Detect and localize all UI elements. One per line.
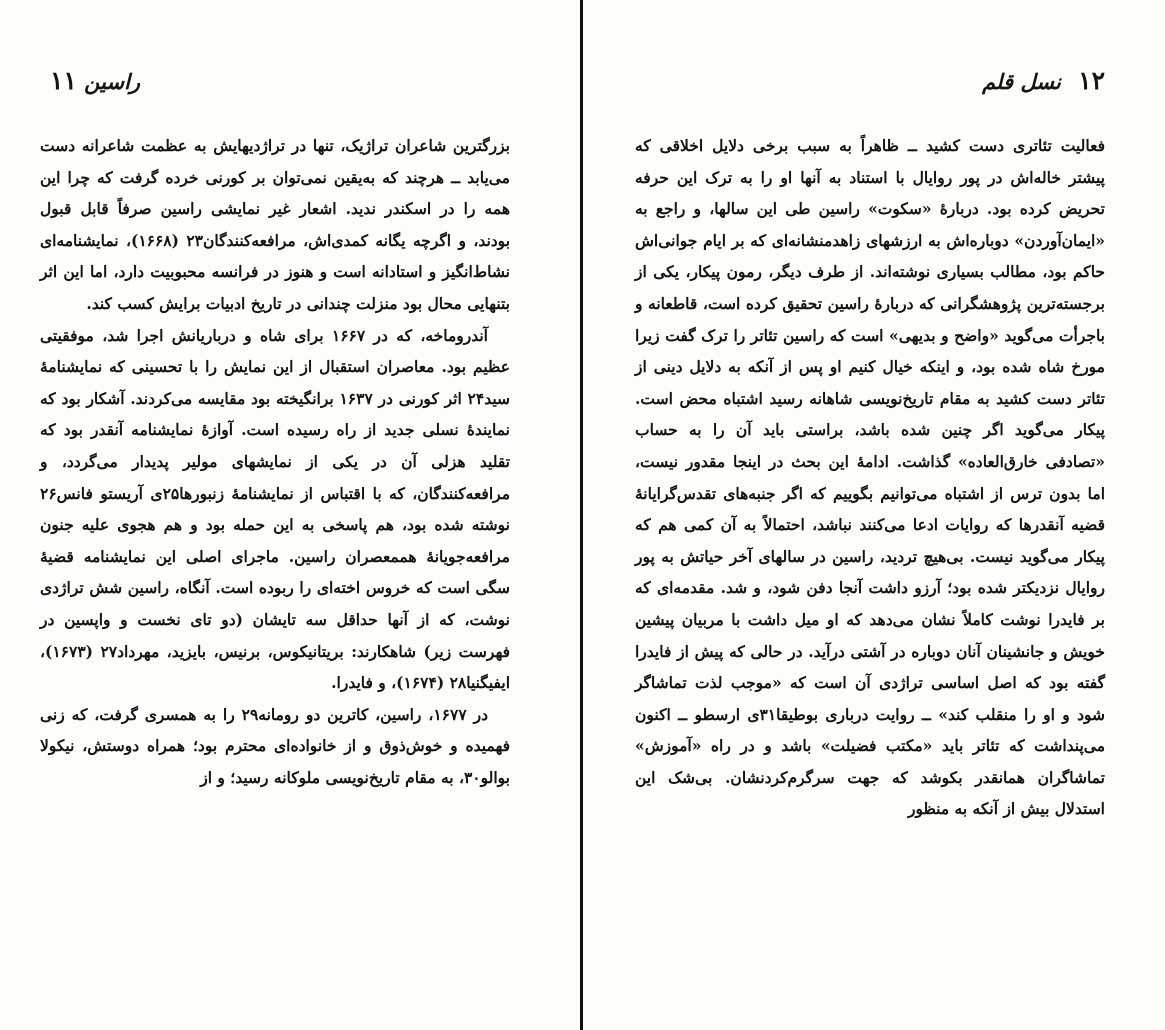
right-page-body: [635, 130, 1105, 970]
paragraph: آندروماخه، که در ۱۶۶۷ برای شاه و درباریانش اجرا شد، موفقیتی عظیم بود. معاصران استقبال از این نمایش را با تحسینی که نمایشنامهٔ سید۲۴ اثر کورنی در ۱۶۳۷ برانگیخته بود مقایسه می‌کردند. آشکار بود که نمایندهٔ نسلی جدید از راه رسیده است. آوازهٔ نمایشنامه آنقدر بود که تقلید هزلی آن در یکی از نمایشهای مولیر پدیدار می‌گردد، و مرافعه‌کنندگان، که با اقتباس از نمایشنامهٔ زنبورها۲۵ی آریستو فانس۲۶ نوشته شده بود، هم پاسخی به این حمله بود و هم هجوی علیه جنون مرافعه‌جویانهٔ هممعصران راسین. ماجرای اصلی این نمایشنامه قضیهٔ سگی است که خروس اخته‌ای را ربوده است. آنگاه، راسین شش تراژدی نوشت، که از آنها حداقل سه تایشان (دو تای نخست و واپسین در فهرست زیر) شاهکارند: بریتانیکوس، برنیس، بایزید، مهرداد۲۷ (۱۶۷۳)، ایفیگنیا۲۸ (۱۶۷۴)، و فایدرا.: [40, 325, 511, 693]
paragraph: بزرگترین شاعران تراژیک، تنها در تراژدیهایش به عظمت شاعرانه دست می‌یابد ــ هرچند که به‌یقین نمی‌توان بر کورنی خرده گرفت که چرا این همه را در اسکندر ندید. اشعار غیر نمایشی راسین صرفاً قابل قبول بودند، و اگرچه یگانه کمدی‌اش، مرافعه‌کنندگان۲۳ (۱۶۶۸)، نمایشنامه‌ای نشاط‌انگیز و استادانه است و هنوز در فرانسه محبوبیت دارد، اما این اثر بتنهایی محال بود منزلت چندانی در تاریخ ادبیات برایش کسب کند.: [40, 136, 511, 313]
running-head: نسل قلم: [982, 69, 1061, 94]
right-folio: [982, 66, 1105, 95]
page-number: ۱۱: [50, 66, 77, 95]
left-folio: [40, 66, 140, 95]
left-page: [40, 0, 510, 1030]
paragraph: در ۱۶۷۷، راسین، کاترین دو رومانه۲۹ را به همسری گرفت، که زنی فهمیده و خوش‌ذوق و از خانواده‌ای محترم بود؛ همراه دوستش، نیکولا بوالو۳۰، به مقام تاریخ‌نویسی ملوکانه رسید؛ و از: [40, 704, 510, 787]
paragraph: فعالیت تئاتری دست کشید ــ ظاهراً به سبب برخی دلایل اخلاقی که پیشتر خاله‌اش در پور روایال با استناد به آنها او را به ترک این حرفه تحریض کرده بود. دربارهٔ «سکوت» راسین طی این سالها، و راجع به «ایمان‌آوردن» دوباره‌اش به ارزشهای زاهدمنشانه‌ای که بر ایام جوانی‌اش حاکم بود، مطالب بسیاری نوشته‌اند. از طرف دیگر، رمون پیکار، یکی از برجسته‌ترین پژوهشگرانی که دربارهٔ راسین تحقیق کرده است، قاطعانه و باجرأت می‌گوید «واضح و بدیهی» است که راسین تئاتر را ترک گفت زیرا مورخ شاه شده بود، و اینکه خیال کنیم او پس از آنکه به دلایل دینی از تئاتر دست کشید به مقام تاریخ‌نویسی شاهانه رسید اشتباه محض است. پیکار می‌گوید اگر چنین شده باشد، براستی باید آن را به حساب «تصادفی خارق‌العاده» گذاشت. ادامهٔ این بحث در اینجا مقدور نیست، اما بدون ترس از اشتباه می‌توانیم بگوییم که اگر جنبه‌های تقدس‌گرایانهٔ قضیه آنقدرها که روایات ادعا می‌کنند نباشد، احتمالاً به آن کمی هم که پیکار می‌گوید نیست. بی‌هیچ تردید، راسین در سالهای آخر حیاتش به پور روایال نزدیکتر شده بود؛ آرزو داشت آنجا دفن شود، و شد. مقدمه‌ای که بر فایدرا نوشت کاملاً نشان می‌دهد که او میل داشت با مربیان پیشین خویش و جانشینان آنان دوباره در آشتی درآید. در حالی که پیش از فایدرا گفته بود که اصل اساسی تراژدی آن است که «موجب لذت تماشاگر شود و او را منقلب کند» ــ روایت درباری بوطیقا۳۱ی ارسطو ــ اکنون می‌پنداشت که تئاتر باید «مکتب فضیلت» باشد و در راه «آموزش» تماشاگران همانقدر بکوشد که جهت سرگرم‌کردنشان. بی‌شک این استدلال بیش از آنکه به منظور: [635, 136, 1105, 819]
left-page-header: [40, 60, 510, 100]
right-page: [635, 0, 1105, 1030]
running-head: راسین: [84, 69, 141, 94]
page-number: ۱۲: [1078, 66, 1105, 95]
right-page-header: [635, 60, 1105, 100]
page-gutter-line: [580, 0, 583, 1030]
left-page-body: [40, 130, 510, 970]
